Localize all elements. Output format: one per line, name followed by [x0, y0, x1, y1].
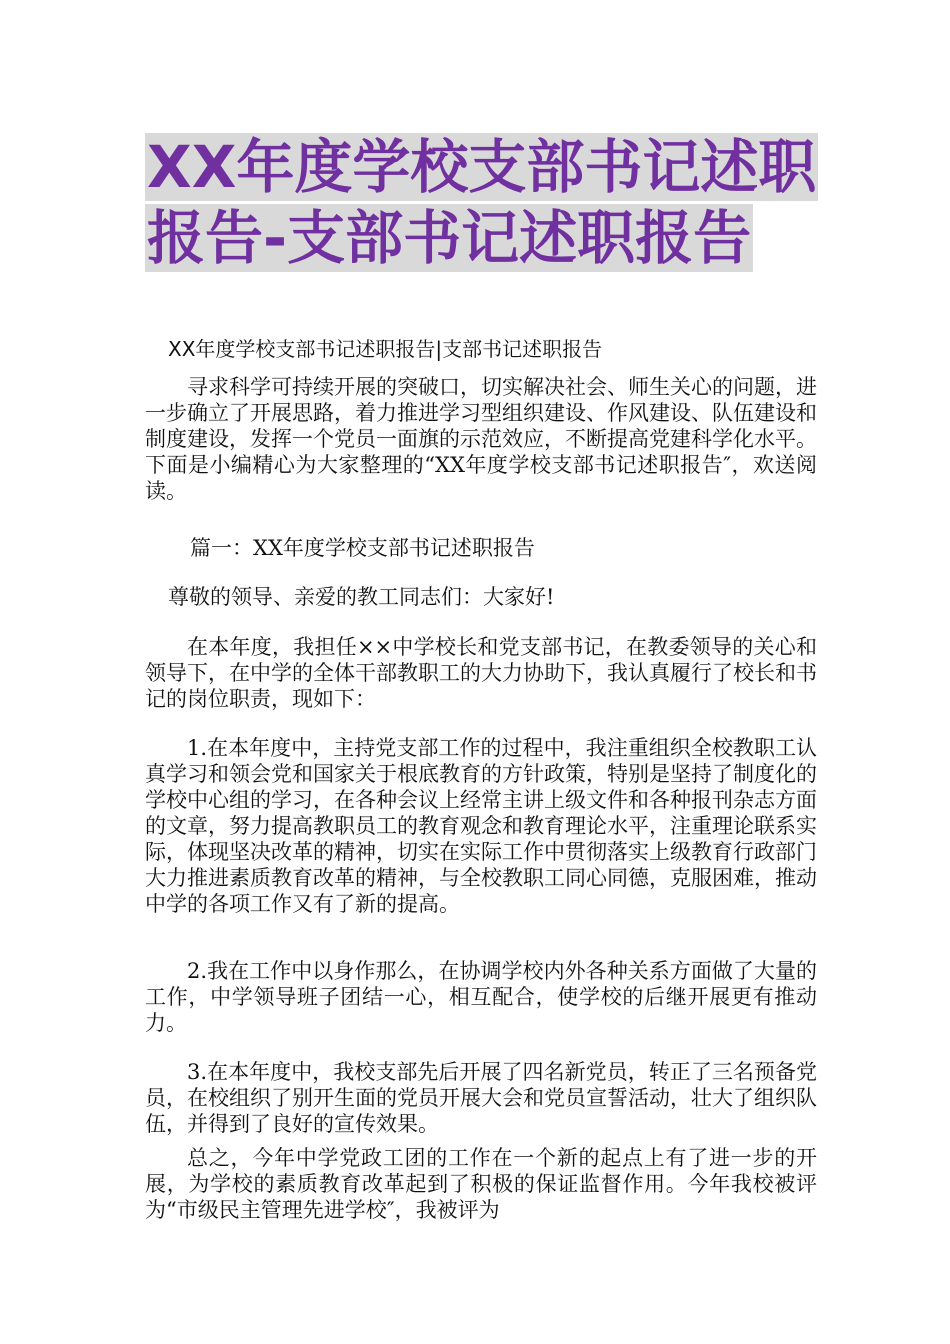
section-title: 篇一：XX年度学校支部书记述职报告 [190, 536, 535, 560]
document-title-line-1: XX年度学校支部书记述职 [147, 133, 817, 201]
paragraph-4: 3.在本年度中，我校支部先后开展了四名新党员，转正了三名预备党员，在校组织了别开生面的党员开展大会和党员宣誓活动，壮大了组织队伍，并得到了良好的宣传效果。 [145, 1060, 817, 1136]
paragraph-3: 2.我在工作中以身作那么，在协调学校内外各种关系方面做了大量的工作，中学领导班子团结一心，相互配合，使学校的后继开展更有推动力。 [145, 959, 817, 1035]
paragraph-2: 1.在本年度中，主持党支部工作的过程中，我注重组织全校教职工认真学习和领会党和国家关于根底教育的方针政策，特别是坚持了制度化的学校中心组的学习，在各种会议上经常主讲上级文件和各种报刊杂志方面的文章，努力提高教职员工的教育观念和教育理论水平，注重理论联系实际，体现坚决改革的精神，切实在实际工作中贯彻落实上级教育行政部门大力推进素质教育改革的精神，与全校教职工同心同德，克服困难，推动中学的各项工作又有了新的提高。 [145, 736, 817, 916]
paragraph-1: 在本年度，我担任××中学校长和党支部书记，在教委领导的关心和领导下，在中学的全体干部教职工的大力协助下，我认真履行了校长和书记的岗位职责，现如下： [145, 635, 817, 711]
document-subtitle: XX年度学校支部书记述职报告|支部书记述职报告 [168, 337, 603, 361]
greeting: 尊敬的领导、亲爱的教工同志们：大家好! [168, 585, 555, 609]
document-title-line-2: 报告-支部书记述职报告 [147, 204, 752, 272]
paragraph-5: 总之，今年中学党政工团的工作在一个新的起点上有了进一步的开展，为学校的素质教育改革起到了积极的保证监督作用。今年我校被评为“市级民主管理先进学校″，我被评为 [145, 1146, 817, 1222]
intro-paragraph: 寻求科学可持续开展的突破口，切实解决社会、师生关心的问题，进一步确立了开展思路，着力推进学习型组织建设、作风建设、队伍建设和制度建设，发挥一个党员一面旗的示范效应，不断提高党建科学化水平。下面是小编精心为大家整理的“XX年度学校支部书记述职报告″，欢送阅读。 [145, 375, 817, 503]
